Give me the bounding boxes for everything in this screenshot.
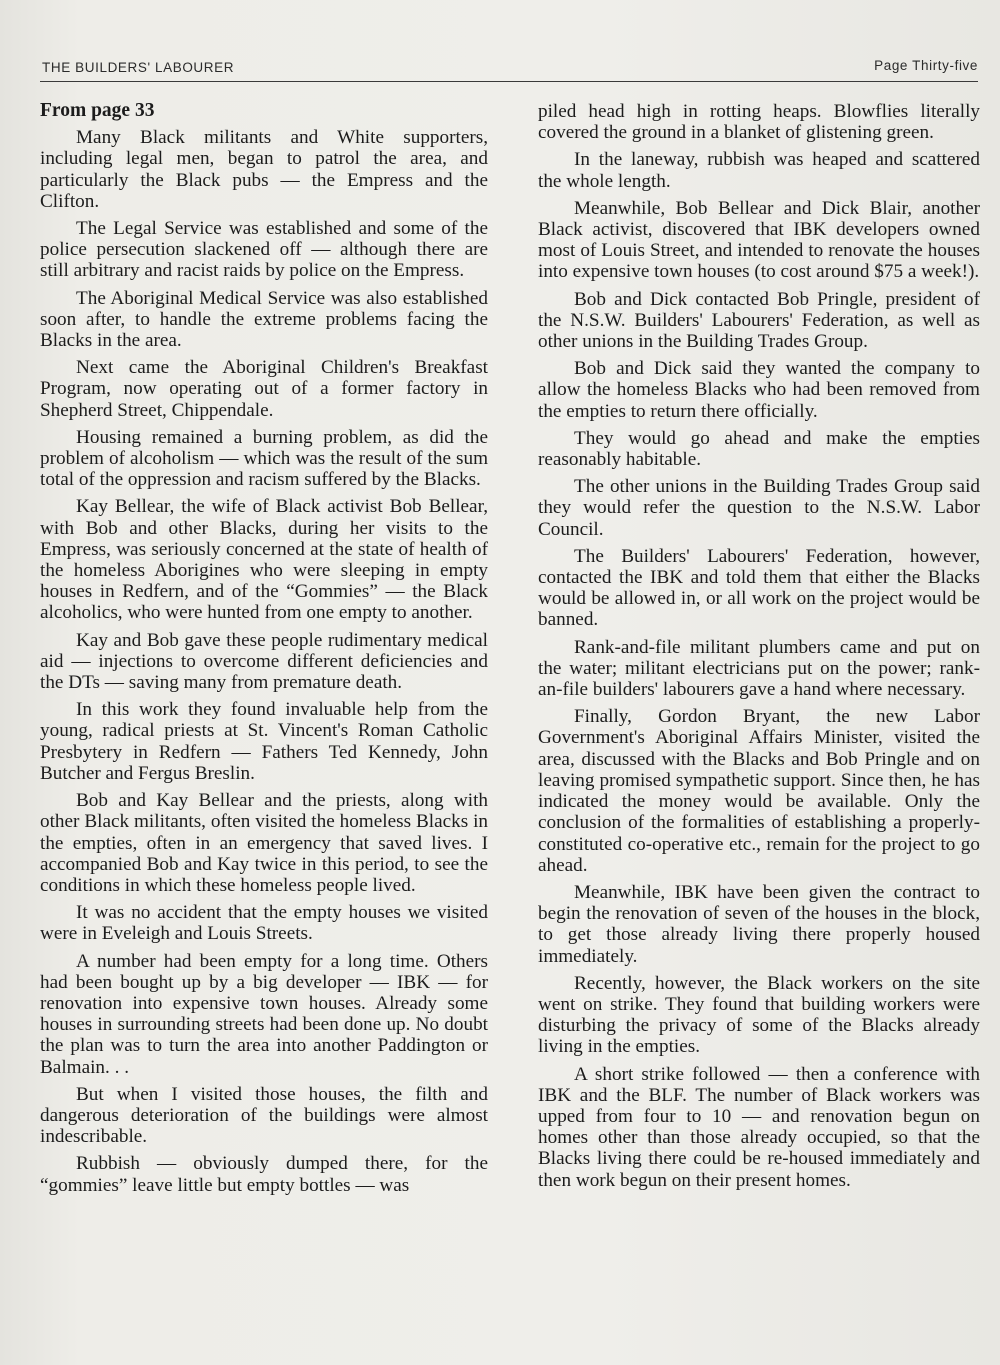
left-column	[40, 100, 488, 1202]
paragraph: Next came the Aboriginal Children's Breakfast Program, now operating out of a former factory in Shepherd Street, Chippendale.	[40, 357, 488, 421]
paragraph: They would go ahead and make the empties reasonably habitable.	[538, 427, 980, 471]
continued-from-label: From page 33	[40, 100, 155, 121]
paragraph-continued: piled head high in rotting heaps. Blowflies literally covered the ground in a blanket of glistening green.	[538, 101, 980, 144]
right-column	[538, 101, 980, 1197]
paragraph: It was no accident that the empty houses we visited were in Eveleigh and Louis Streets.	[40, 902, 488, 945]
paragraph: Rubbish — obviously dumped there, for the “gommies” leave little but empty bottles — was	[40, 1153, 488, 1196]
header-rule	[40, 81, 978, 82]
paragraph: Meanwhile, Bob Bellear and Dick Blair, another Black activist, discovered that IBK developers owned most of Louis Street, and intended to renovate the houses into expensive town houses (to cost around $75 a week!).	[538, 197, 980, 283]
paragraph: Housing remained a burning problem, as did the problem of alcoholism — which was the result of the sum total of the oppression and racism suffered by the Blacks.	[40, 426, 488, 491]
paragraph: A short strike followed — then a conference with IBK and the BLF. The number of Black workers was upped from four to 10 — and renovation begun on homes other than those already occupied, so that the Blacks living there could be re-housed immediately and then work begun on their present homes.	[538, 1063, 980, 1191]
page-number: Page Thirty-five	[874, 58, 978, 73]
paragraph: The Aboriginal Medical Service was also established soon after, to handle the extreme problems facing the Blacks in the area.	[40, 287, 488, 352]
paragraph: The Legal Service was established and some of the police persecution slackened off — although there are still arbitrary and racist raids by police on the Empress.	[40, 218, 488, 282]
paragraph: The Builders' Labourers' Federation, however, contacted the IBK and told them that either the Blacks would be allowed in, or all work on the project would be banned.	[538, 545, 980, 631]
publication-title: THE BUILDERS' LABOURER	[42, 60, 235, 75]
paragraph: Kay Bellear, the wife of Black activist Bob Bellear, with Bob and other Blacks, during her visits to the Empress, was seriously concerned at the state of health of the homeless Aborigines who were sleeping in empty houses in Redfern, and of the “Gommies” — the Black alcoholics, who were hunted from one empty to another.	[40, 496, 488, 624]
running-head	[42, 58, 978, 80]
paragraph: Bob and Dick contacted Bob Pringle, president of the N.S.W. Builders' Labourers' Federation, as well as other unions in the Building Trades Group.	[538, 288, 980, 353]
paragraph: Recently, however, the Black workers on the site went on strike. They found that building workers were disturbing the privacy of some of the Blacks already living in the empties.	[538, 972, 980, 1058]
paragraph: Rank-and-file militant plumbers came and put on the water; militant electricians put on the power; rank-an-file builders' labourers gave a hand where necessary.	[538, 636, 980, 701]
paragraph: Finally, Gordon Bryant, the new Labor Government's Aboriginal Affairs Minister, visited the area, discussed with the Blacks and Bob Pringle and on leaving promised sympathetic support. Since then, he has indicated the money would be available. Only the conclusion of the formalities of establishing a properly-constituted co-operative etc., remain for the project to go ahead.	[538, 706, 980, 876]
paragraph: Many Black militants and White supporters, including legal men, began to patrol the area, and particularly the Black pubs — the Empress and the Clifton.	[40, 127, 488, 212]
paragraph: Kay and Bob gave these people rudimentary medical aid — injections to overcome different deficiencies and the DTs — saving many from premature death.	[40, 629, 488, 694]
paragraph: The other unions in the Building Trades Group said they would refer the question to the N.S.W. Labor Council.	[538, 476, 980, 540]
paragraph: In this work they found invaluable help from the young, radical priests at St. Vincent's Roman Catholic Presbytery in Redfern — Fathers Ted Kennedy, John Butcher and Fergus Breslin.	[40, 699, 488, 784]
paragraph: Meanwhile, IBK have been given the contract to begin the renovation of seven of the houses in the block, to get those already living there properly housed immediately.	[538, 881, 980, 967]
paragraph: Bob and Kay Bellear and the priests, along with other Black militants, often visited the homeless Blacks in the empties, often in an emergency that saved lives. I accompanied Bob and Kay twice in this period, to see the conditions in which these homeless people lived.	[40, 790, 488, 896]
paragraph: In the laneway, rubbish was heaped and scattered the whole length.	[538, 149, 980, 192]
paragraph: But when I visited those houses, the filth and dangerous deterioration of the buildings were almost indescribable.	[40, 1083, 488, 1148]
paragraph: Bob and Dick said they wanted the company to allow the homeless Blacks who had been removed from the empties to return there officially.	[538, 358, 980, 422]
paragraph: A number had been empty for a long time. Others had been bought up by a big developer — IBK — for renovation into expensive town houses. Already some houses in surrounding streets had been done up. No doubt the plan was to turn the area into another Paddington or Balmain. . .	[40, 950, 488, 1078]
